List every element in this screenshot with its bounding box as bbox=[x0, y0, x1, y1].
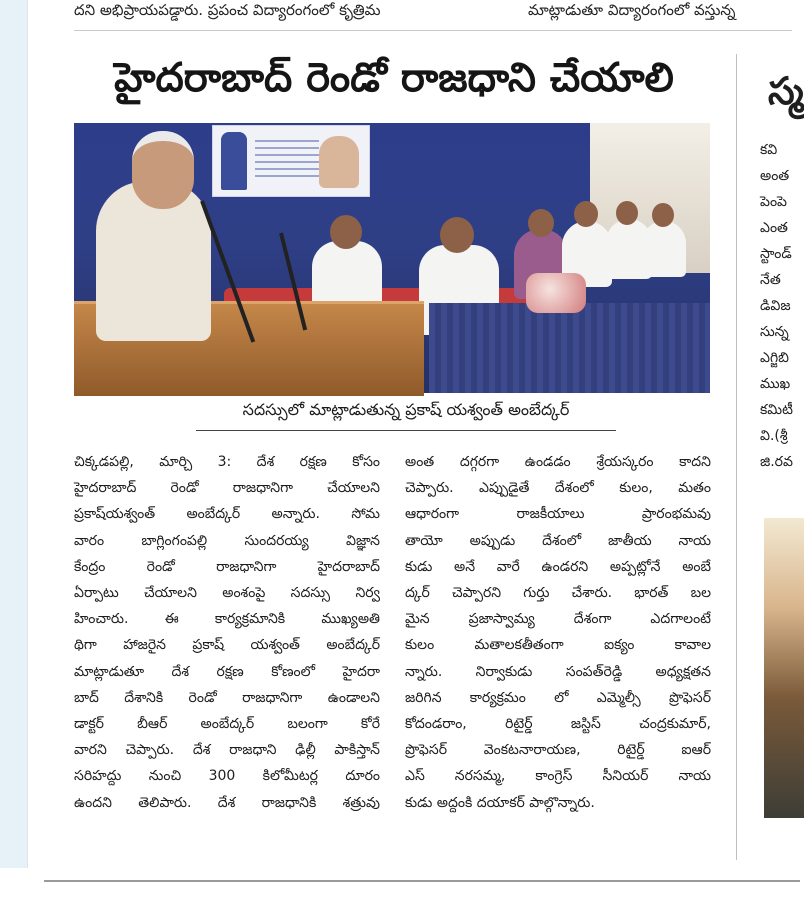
article-line: కుడు అనే వారే ఉండరని అప్పట్లోనే అంబే bbox=[405, 558, 711, 575]
neighbor-article-line: పెంపె bbox=[760, 194, 788, 210]
neighbor-article-line: కమిటీ bbox=[760, 402, 793, 418]
adjacent-page-strip bbox=[0, 0, 28, 868]
neighbor-article-line: అంత bbox=[760, 168, 790, 184]
photo-guest bbox=[642, 221, 686, 277]
article-line: ఏర్పాటు చేయాలని అంశంపై సదస్సు నిర్వ bbox=[74, 585, 380, 602]
top-divider bbox=[74, 30, 792, 31]
caption-underline bbox=[196, 430, 616, 431]
article-line: చెప్పారు. ఎప్పుడైతే దేశంలో కులం, మతం bbox=[405, 480, 711, 497]
column-divider bbox=[736, 54, 737, 860]
bottom-divider bbox=[44, 880, 800, 882]
banner-portrait-speaker bbox=[319, 136, 359, 188]
photo-caption: సదస్సులో మాట్లాడుతున్న ప్రకాష్ యశ్వంత్ అంబేద్కర్ bbox=[242, 400, 570, 419]
neighbor-article-line: ముఖ bbox=[760, 376, 791, 392]
photo-guest-head bbox=[528, 209, 554, 237]
article-line: సరిహద్దు నుంచి 300 కిలోమీటర్ల దూరం bbox=[74, 768, 380, 785]
event-photo bbox=[74, 123, 710, 393]
article-line: తాయో అప్పుడు దేశంలో జాతీయ నాయ bbox=[405, 532, 711, 549]
banner-text-lines bbox=[255, 140, 319, 180]
neighbor-article-column bbox=[742, 60, 804, 860]
article-line: కులం మతాలకతీతంగా ఐక్యం కావాల bbox=[405, 637, 711, 654]
article-line: కేంద్రం రెండో రాజధానిగా హైదరాబాద్ bbox=[74, 558, 380, 575]
article-line: హైదరాబాద్ రెండో రాజధానిగా చేయాలని bbox=[74, 480, 380, 497]
neighbor-article-line: జి.రవ bbox=[760, 454, 793, 470]
photo-speaker-head bbox=[132, 131, 194, 209]
article-line: ప్రకాష్‌యశ్వంత్ అంబేద్కర్ అన్నారు. సోమ bbox=[74, 506, 380, 523]
article-line: జరిగిన కార్యక్రమం లో ఎమ్మెల్సీ ప్రొఫెసర్ bbox=[405, 689, 711, 706]
article-line: అంత దగ్గరగా ఉండడం శ్రేయస్కరం కాదని bbox=[405, 454, 711, 470]
article-line: ఆధారంగా రాజకీయాలు ప్రారంభమవు bbox=[405, 506, 711, 523]
neighbor-article-line: వి.(శ్రీ bbox=[760, 428, 788, 444]
article-line: కుడు అద్దంకి దయాకర్ పాల్గొన్నారు. bbox=[405, 794, 595, 811]
article-headline: హైదరాబాద్ రెండో రాజధాని చేయాలి bbox=[114, 55, 674, 101]
neighbor-article-line: సున్న bbox=[760, 324, 789, 340]
photo-bouquet bbox=[526, 273, 586, 313]
article-line: కోదండరాం, రిటైర్డ్ జస్టిస్ చంద్రకుమార్, bbox=[405, 716, 711, 733]
article-line: మాట్లాడుతూ దేశ రక్షణ కోణంలో హైదరా bbox=[74, 663, 380, 680]
neighbor-article-photo bbox=[764, 518, 804, 818]
article-line: ఎస్ నరసమ్మ, కాంగ్రెస్ సీనియర్ నాయ bbox=[405, 768, 711, 785]
previous-article-fragment: దని అభిప్రాయపడ్డారు. ప్రపంచ విద్యారంగంలో కృత్రిమ bbox=[74, 1, 381, 19]
photo-table bbox=[429, 303, 710, 393]
article-line: డాక్టర్ బీఆర్ అంబేద్కర్ బలంగా కోరే bbox=[74, 716, 380, 733]
article-line: థిగా హాజరైన ప్రకాష్ యశ్వంత్ అంబేద్కర్ bbox=[74, 637, 380, 654]
article-line: మైన ప్రజాస్వామ్య దేశంగా ఎదగాలంటే bbox=[405, 611, 711, 628]
article-line: చిక్కడపల్లి, మార్చి 3: దేశ రక్షణ కోసం bbox=[74, 454, 380, 470]
neighbor-article-fragment: మాట్లాడుతూ విద్యారంగంలో వస్తున్న bbox=[528, 1, 736, 19]
neighbor-article-line: స్టాండ్ bbox=[760, 246, 792, 262]
article-line: వారం బాగ్లింగంపల్లి సుందరయ్య విజ్ఞాన bbox=[74, 532, 380, 549]
neighbor-article-line: ఎంత bbox=[760, 220, 788, 236]
article-line: వారని చెప్పారు. దేశ రాజధాని ఢిల్లీ పాకిస్తాన్ bbox=[74, 742, 380, 759]
neighbor-article-line: డివిజ bbox=[760, 298, 791, 314]
article-line: హించారు. ఈ కార్యక్రమానికి ముఖ్యఅతి bbox=[74, 611, 380, 628]
article-line: ప్రొఫెసర్ వెంకటనారాయణ, రిటైర్డ్ ఐఆర్ bbox=[405, 742, 711, 759]
neighbor-article-line: కవి bbox=[760, 142, 778, 158]
photo-guest-head bbox=[330, 215, 362, 249]
photo-guest-head bbox=[440, 217, 474, 253]
photo-guest-head bbox=[574, 201, 598, 227]
article-line: ద్కర్ చెప్పారని గుర్తు చేశారు. భారత్ బల bbox=[405, 585, 711, 602]
article-line: ఉందని తెలిపారు. దేశ రాజధానికి శత్రువు bbox=[74, 794, 380, 811]
article-line: న్నారు. నిర్వాకుడు సంపత్‌రెడ్డి అధ్యక్షతన bbox=[405, 663, 711, 680]
neighbor-article-line: నేత bbox=[760, 272, 781, 288]
article-line: బాద్ దేశానికి రెండో రాజధానిగా ఉండాలని bbox=[74, 689, 380, 706]
neighbor-article-line: ఎగ్జిబి bbox=[760, 350, 789, 366]
article-column-right bbox=[405, 449, 711, 849]
photo-guest-head bbox=[652, 203, 674, 227]
photo-guest-head bbox=[616, 201, 638, 225]
banner-portrait-ambedkar bbox=[221, 132, 247, 190]
neighbor-article-headline: స్మ bbox=[768, 69, 804, 113]
article-column-left bbox=[74, 449, 380, 849]
photo-banner bbox=[212, 125, 370, 197]
